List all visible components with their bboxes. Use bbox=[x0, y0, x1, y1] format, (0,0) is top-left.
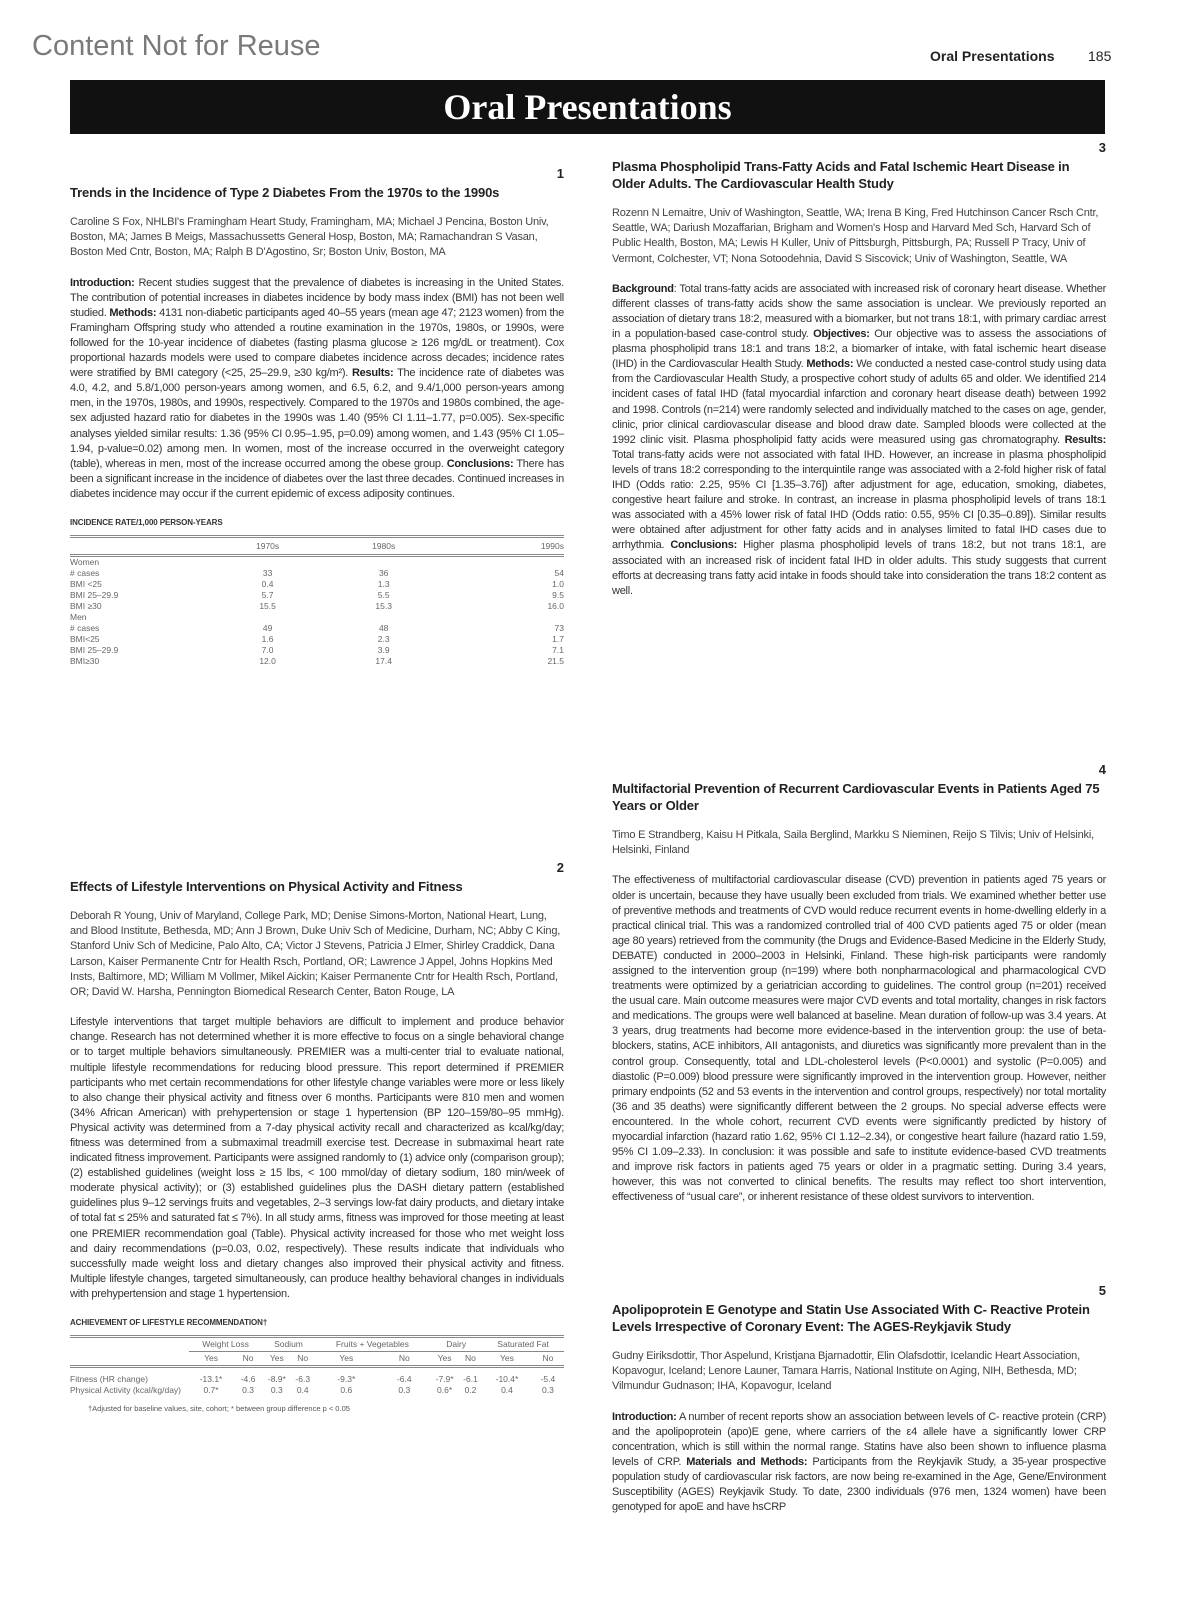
table-row bbox=[70, 645, 564, 656]
abstract-body: Lifestyle interventions that target multiple behaviors are difficult to implement and produce behavior change. Research has not determined whether it is more effective to focus on a single behavioral change or to target multiple behaviors simultaneously. PREMIER was a multi-center trial to evaluate national, multiple lifestyle recommendations for reducing blood pressure. This report determined if PREMIER participants who met certain recommendations for other lifestyle change variables were more or less likely to also change their physical activity and fitness over 6 months. Participants were 810 men and women (34% African American) with prehypertension or stage 1 hypertension (BP 120–159/80–95 mmHg). Physical activity was determined from a 7-day physical activity recall and characterized as kcal/kg/day; fitness was determined from a submaximal treadmill exercise test. Decrease in submaximal heart rate indicated fitness improvement. Participants were assigned randomly to (1) advice only (comparison group); (2) established guidelines (weight loss ≥ 15 lbs, < 100 mmol/day of dietary sodium, 180 min/week of moderate physical activity); or (3) established guidelines plus the DASH dietary pattern (established guidelines plus 9–12 servings fruits and vegetables, 2–3 servings low-fat dairy products, and dietary intake of total fat ≤ 25% and saturated fat ≤ 7%). In all study arms, fitness was improved for those meeting at least one PREMIER recommendation goal (Table). Physical activity increased for those who met weight loss and dairy recommendations (p=0.03, 0.02, respectively). These results indicate that individuals who successfully made weight loss and dietary changes also improved their physical activity and fitness. Multiple lifestyle changes, targeted simultaneously, can produce healthy behavioral changes in individuals with prehypertension and stage 1 hypertension. bbox=[70, 1016, 564, 1300]
abstract-5 bbox=[612, 1283, 1106, 1515]
group-header: Dairy bbox=[430, 1337, 482, 1352]
cell-value: 33 bbox=[262, 568, 273, 579]
cell-value bbox=[450, 556, 564, 569]
abstract-authors: Gudny Eiriksdottir, Thor Aspelund, Kristjana Bjarnadottir, Elin Olafsdottir, Icelandic Heart Association, Kopavogur, Iceland; Lenore Launer, Tamara Harris, National Institute on Aging, NIH, Bethesda, MD; Vilmundur Gudnason; IHA, Kopavogur, Iceland bbox=[612, 1350, 1080, 1393]
cell-value: 0.3 bbox=[242, 1385, 254, 1395]
cell-value bbox=[317, 556, 450, 569]
row-label: Physical Activity (kcal/kg/day) bbox=[70, 1385, 182, 1395]
section-text: The incidence rate of diabetes was 4.0, 4.2, and 5.8/1,000 person-years among women, and 6.5, 6.2, and 9.4/1,000 person-years among men, in the 1970s, 1980s, and 1990s, respectively. Compared to the 1970s and 1980s combined, the age-sex adjusted hazard ratio for diabetes in the 1990s was 1.40 (95% CI 1.11–1.77, p=0.005). Sex-specific analyses yielded similar results: 1.36 (95% CI 0.95–1.95, p=0.09) among women, and 1.43 (95% CI 1.05–1.94, p-value=0.02) among men. In women, most of the increase occurred in the overweight category (table), whereas in men, most of the increase occurred among the obese group. bbox=[70, 367, 564, 470]
subcolumn-header: Yes bbox=[500, 1353, 514, 1363]
running-head: Oral Presentations bbox=[930, 48, 1055, 64]
cell-value: 36 bbox=[378, 568, 389, 579]
cell-value: -5.4 bbox=[540, 1374, 556, 1384]
subcolumn-header: Yes bbox=[204, 1353, 218, 1363]
cell-value: 1.3 bbox=[377, 579, 390, 590]
subcolumn-header: Yes bbox=[437, 1353, 452, 1363]
cell-value: 1.0 bbox=[552, 579, 564, 590]
section-label: Methods: bbox=[806, 358, 854, 371]
abstract-number: 3 bbox=[1098, 140, 1106, 155]
abstract-authors: Timo E Strandberg, Kaisu H Pitkala, Saila Berglind, Markku S Nieminen, Reijo S Tilvis; Univ of Helsinki, Helsinki, Finland bbox=[612, 829, 1094, 857]
row-label: Fitness (HR change) bbox=[70, 1374, 148, 1384]
table-row bbox=[70, 612, 564, 623]
section-text: A number of recent reports show an association between levels of C- reactive protein (CRP) and the apolipoprotein (apo)E gene, where carriers of the ε4 allele have a significantly lower CRP concentration, which is still within the normal range. Statins have also been shown to influence plasma levels of CRP. bbox=[612, 1410, 1106, 1468]
cell-value: -6.4 bbox=[396, 1374, 412, 1384]
table-row bbox=[70, 623, 564, 634]
cell-value: 7.0 bbox=[261, 645, 274, 656]
cell-value: 1.7 bbox=[552, 634, 564, 645]
table-row bbox=[70, 579, 564, 590]
cell-value: 0.7* bbox=[203, 1385, 219, 1395]
cell-value: 0.4 bbox=[261, 579, 274, 590]
table-caption: INCIDENCE RATE/1,000 PERSON-YEARS bbox=[70, 518, 223, 528]
abstract-title: Apolipoprotein E Genotype and Statin Use Associated With C- Reactive Protein Levels Irrespective of Coronary Event: The AGES-Reykjavik Study bbox=[612, 1302, 1090, 1334]
section-text: Our objective was to assess the associations of plasma phospholipid trans 18:1 and trans 18:2, a biomarker of intake, with fatal ischemic heart disease (IHD) in the Cardiovascular Health Study. bbox=[612, 328, 1106, 371]
cell-value: 3.9 bbox=[377, 645, 390, 656]
section-label: Materials and Methods: bbox=[686, 1455, 808, 1468]
table-row bbox=[70, 1367, 564, 1386]
row-label: # cases bbox=[70, 623, 100, 634]
section-text: Participants from the Reykjavik Study, a 35-year prospective population study of cardiovascular risk factors, are now being re-examined in the Age, Gene/Environment Susceptibility (AGES) Reykjavik Study. To date, 2300 individuals (976 men, 1324 women) have been genotyped for apoE and have hsCRP bbox=[612, 1455, 1107, 1514]
section-text: Recent studies suggest that the prevalence of diabetes is increasing in the United States. The contribution of potential increases in diabetes incidence by body mass index (BMI) has not been well studied. bbox=[70, 276, 564, 319]
cell-value: -8.9* bbox=[267, 1374, 286, 1384]
abstract-number: 2 bbox=[556, 860, 564, 875]
group-header: Fruits + Vegetables bbox=[314, 1337, 430, 1352]
column-header: 1970s bbox=[256, 541, 280, 552]
cell-value bbox=[218, 612, 317, 623]
cell-value: -7.9* bbox=[435, 1374, 454, 1384]
row-label: BMI≥30 bbox=[70, 656, 100, 667]
section-label: Introduction: bbox=[612, 1410, 677, 1423]
subcolumn-header: No bbox=[465, 1353, 476, 1363]
section-banner: Oral Presentations bbox=[70, 80, 1105, 134]
cell-value: 15.5 bbox=[259, 601, 276, 612]
abstract-3 bbox=[612, 140, 1106, 599]
cell-value: 17.4 bbox=[375, 656, 392, 667]
table-row bbox=[70, 556, 564, 569]
lifestyle-table bbox=[70, 1335, 564, 1396]
table-row bbox=[70, 568, 564, 579]
abstract-body bbox=[70, 276, 564, 502]
abstract-authors: Deborah R Young, Univ of Maryland, College Park, MD; Denise Simons-Morton, National Heart, Lung, and Blood Institute, Bethesda, MD; Ann J Brown, Duke Univ Sch of Medicine, Durham, NC; Abby C King, Stanford Univ Sch of Medicine, Palo Alto, CA; Victor J Stevens, Patricia J Elmer, Shirley Craddick, Dana Larson, Kaiser Permanente Cntr for Health Rsch, Portland, OR; Lawrence J Appel, Johns Hopkins Med Insts, Baltimore, MD; William M Vollmer, Mikel Aickin; Kaiser Permanente Cntr for Health Rsch, Portland, OR; David W. Harsha, Pennington Biomedical Research Center, Baton Rouge, LA bbox=[70, 910, 561, 999]
cell-value: 15.3 bbox=[375, 601, 392, 612]
section-text: There has been a significant increase in the incidence of diabetes over the last three decades. Continued increases in diabetes incidence may occur if the current epidemic of excess adiposity continues. bbox=[70, 457, 564, 500]
cell-value: 73 bbox=[554, 623, 564, 634]
abstract-body: The effectiveness of multifactorial cardiovascular disease (CVD) prevention in patients aged 75 years or older is uncertain, because they have usually been excluded from trials. We examined whether better use of preventive methods and treatments of CVD would reduce recurrent events in home-dwelling elderly in a practical clinical trial. This was a randomized controlled trial of 400 CVD patients aged 75 or older (mean age 80 years) retrieved from the community (the Drugs and Evidence-Based Medicine in the Elderly Study, DEBATE) conducted in 2000–2003 in Helsinki, Finland. These high-risk participants were randomly assigned to the intervention group (n=199) where both nonpharmacological and pharmacological CVD treatments were optimized by a geriatrician according to guidelines. The control group (n=201) received the usual care. Main outcome measures were major CVD events and total mortality, changes in risk factors and medications. The groups were well balanced at baseline. Mean duration of follow-up was 3.4 years. At 3 years, drug treatments had become more evidence-based in the intervention group: the use of beta-blockers, statins, ACE inhibitors, AII antagonists, and diuretics was significantly more prevalent than in the control group. Consequently, total and LDL-cholesterol levels (P<0.0001) and systolic (P=0.005) and diastolic (P=0.009) blood pressure were significantly improved in the intervention group. However, neither primary endpoints (52 and 53 events in the intervention and control groups, respectively) nor total mortality (36 and 35 deaths) were significantly different between the 2 groups. No special adverse effects were encountered. In the whole cohort, recurrent CVD events were significantly predicted by history of myocardial infarction (hazard ratio 1.62, 95% CI 1.12–2.34), or congestive heart failure (hazard ratio 1.59, 95% CI 1.09–2.33). In conclusion: it was possible and safe to institute evidence-based CVD treatments and improve risk factors in patients aged 75 years or older in a pragmatic setting. During 3.4 years, however, this was not converted to clinical benefits. The results may reflect too short intervention, effectiveness of “usual care”, or inherent resistance of these oldest survivors to intervention. bbox=[612, 874, 1106, 1204]
subcolumn-header: Yes bbox=[339, 1353, 354, 1363]
table-row bbox=[70, 601, 564, 612]
section-label: Background bbox=[612, 282, 674, 295]
table-caption: ACHIEVEMENT OF LIFESTYLE RECOMMENDATION† bbox=[70, 1318, 268, 1327]
abstract-number: 1 bbox=[556, 166, 564, 181]
cell-value: 0.6* bbox=[437, 1385, 453, 1395]
abstract-body bbox=[612, 282, 1106, 599]
abstract-authors: Rozenn N Lemaitre, Univ of Washington, Seattle, WA; Irena B King, Fred Hutchinson Cancer Rsch Cntr, Seattle, WA; Dariush Mozaffarian, Brigham and Women's Hosp and Harvard Med Sch, Harvard Sch of Public Health, Boston, MA; Lewis H Kuller, Univ of Pittsburgh, Pittsburgh, PA; Russell P Tracy, Univ of Vermont, Colchester, VT; Nona Sotoodehnia, David S Siscovick; Univ of Washington, Seattle, WA bbox=[612, 207, 1099, 265]
cell-value: 0.3 bbox=[270, 1385, 283, 1395]
column-header: 1980s bbox=[372, 541, 396, 552]
table-row bbox=[70, 1385, 564, 1396]
abstract-1 bbox=[70, 166, 564, 667]
abstract-2 bbox=[70, 860, 564, 1413]
abstract-authors: Caroline S Fox, NHLBI's Framingham Heart Study, Framingham, MA; Michael J Pencina, Boston Univ, Boston, MA; James B Meigs, Massachussetts General Hosp, Boston, MA; Ramachandran S Vasan, Boston Med Cntr, Boston, MA; Ralph B D'Agostino, Sr; Boston Univ, Boston, MA bbox=[70, 216, 549, 259]
cell-value: 5.7 bbox=[261, 590, 274, 601]
cell-value: 0.4 bbox=[296, 1385, 309, 1395]
cell-value: 0.4 bbox=[501, 1385, 513, 1395]
cell-value: 9.5 bbox=[552, 590, 564, 601]
section-label: Objectives: bbox=[813, 328, 870, 341]
abstract-4 bbox=[612, 762, 1106, 1205]
abstract-title: Multifactorial Prevention of Recurrent Cardiovascular Events in Patients Aged 75 Years or Older bbox=[612, 781, 1100, 813]
section-text: Higher plasma phospholipid levels of trans 18:2, but not trans 18:1, are associated with an increased risk of incident fatal IHD in older adults. This study suggests that current efforts at decreasing trans fatty acid intake in foods should take into consideration the trans 18:2 content as well. bbox=[612, 539, 1106, 597]
subcolumn-header: No bbox=[398, 1353, 410, 1363]
cell-value: 0.6 bbox=[340, 1385, 353, 1395]
cell-value bbox=[317, 612, 450, 623]
cell-value: 2.3 bbox=[377, 634, 390, 645]
section-label: Conclusions: bbox=[670, 539, 738, 552]
subcolumn-header: Yes bbox=[269, 1353, 284, 1363]
section-text: Total trans-fatty acids were not associated with fatal IHD. However, an increase in plasma phospholipid levels of trans 18:2 corresponding to the interquintile range was associated with a 2-fold higher risk of fatal IHD (Odds ratio: 2.25, 95% CI [1.35–3.76]) after adjustment for age, education, smoking, diabetes, congestive heart failure and stroke. In contrast, an increase in plasma phospholipid levels of trans 18:1 was associated with a 45% lower risk of fatal IHD (Odds ratio: 0.55, 95% CI [0.35–0.89]). Similar results were obtained after adjustment for other fatty acids and in analyses limited to fatal IHD cases due to arrhythmia. bbox=[612, 448, 1106, 552]
row-label: BMI 25–29.9 bbox=[70, 590, 119, 601]
cell-value bbox=[218, 556, 317, 569]
cell-value: 0.2 bbox=[464, 1385, 477, 1395]
row-label: BMI 25–29.9 bbox=[70, 645, 119, 656]
cell-value: -6.1 bbox=[463, 1374, 478, 1384]
cell-value: -13.1* bbox=[199, 1374, 223, 1384]
watermark: Content Not for Reuse bbox=[32, 30, 321, 62]
abstract-title: Trends in the Incidence of Type 2 Diabetes From the 1970s to the 1990s bbox=[70, 185, 500, 200]
table-row bbox=[70, 656, 564, 667]
cell-value: 5.5 bbox=[377, 590, 390, 601]
section-label: Introduction: bbox=[70, 276, 135, 289]
section-text: : Total trans-fatty acids are associated with increased risk of coronary heart disease. Whether different classes of trans-fatty acids show the same association is unclear. We previously reported an association of dietary trans 18:2, measured with a biomarker, but not trans 18:1, with primary cardiac arrest in a population-based case-control study. bbox=[612, 282, 1106, 341]
abstract-number: 4 bbox=[1098, 762, 1106, 777]
row-label: BMI ≥30 bbox=[70, 601, 102, 612]
cell-value: 1.6 bbox=[261, 634, 274, 645]
cell-value: 48 bbox=[378, 623, 389, 634]
cell-value: -4.6 bbox=[240, 1374, 256, 1384]
cell-value: 49 bbox=[262, 623, 273, 634]
cell-value bbox=[450, 612, 564, 623]
subcolumn-header: No bbox=[542, 1353, 554, 1363]
group-header: Saturated Fat bbox=[482, 1337, 564, 1352]
column-header bbox=[70, 537, 218, 556]
table-row bbox=[70, 634, 564, 645]
subcolumn-header: No bbox=[242, 1353, 254, 1363]
group-header: Sodium bbox=[263, 1337, 315, 1352]
row-label: Men bbox=[70, 612, 87, 623]
cell-value: 12.0 bbox=[259, 656, 276, 667]
cell-value: 7.1 bbox=[552, 645, 564, 656]
section-label: Conclusions: bbox=[446, 457, 514, 470]
page-number: 185 bbox=[1088, 48, 1112, 64]
subcolumn-header: No bbox=[297, 1353, 309, 1363]
abstract-title: Effects of Lifestyle Interventions on Physical Activity and Fitness bbox=[70, 879, 463, 894]
row-label: # cases bbox=[70, 568, 100, 579]
cell-value: -9.3* bbox=[337, 1374, 356, 1384]
section-text: We conducted a nested case-control study using data from the Cardiovascular Health Study, a prospective cohort study of adults 65 and older. We identified 214 incident cases of fatal IHD (fatal myocardial infarction and coronary heart disease death) between 1992 and 1998. Controls (n=214) were randomly selected and individually matched to the cases on age, gender, clinic, prior clinical cardiovascular disease and blood draw date. Sampled bloods were collected at the 1992 clinic visit. Plasma phospholipid fatty acids were measured using gas chromatography. bbox=[612, 358, 1106, 446]
cell-value: 16.0 bbox=[547, 601, 564, 612]
row-label: BMI <25 bbox=[70, 579, 102, 590]
group-header: Weight Loss bbox=[189, 1337, 263, 1352]
section-label: Results: bbox=[351, 367, 394, 380]
cell-value: 0.3 bbox=[398, 1385, 411, 1395]
cell-value: 0.3 bbox=[542, 1385, 554, 1395]
table-footnote: †Adjusted for baseline values, site, cohort; * between group difference p < 0.05 bbox=[88, 1404, 350, 1413]
section-label: Results: bbox=[1064, 433, 1106, 446]
row-label: BMI<25 bbox=[70, 634, 100, 645]
abstract-number: 5 bbox=[1098, 1283, 1106, 1298]
cell-value: -6.3 bbox=[295, 1374, 311, 1384]
cell-value: 21.5 bbox=[547, 656, 564, 667]
incidence-table bbox=[70, 535, 564, 667]
abstract-title: Plasma Phospholipid Trans-Fatty Acids and Fatal Ischemic Heart Disease in Older Adults. The Cardiovascular Health Study bbox=[612, 159, 1070, 191]
cell-value: -10.4* bbox=[495, 1374, 519, 1384]
table-row bbox=[70, 590, 564, 601]
column-header: 1990s bbox=[540, 541, 564, 552]
section-label: Methods: bbox=[109, 306, 157, 319]
row-label: Women bbox=[70, 557, 100, 568]
cell-value: 54 bbox=[554, 568, 564, 579]
abstract-body bbox=[612, 1410, 1106, 1516]
section-text: 4131 non-diabetic participants aged 40–55 years (mean age 47; 2123 women) from the Framingham Offspring study who attended a routine examination in the 1970s, 1980s, or 1990s, were followed for the 10-year incidence of diabetes (fasting plasma glucose ≥ 126 mg/dL or treatment). Cox proportional hazards models were used to compare diabetes incidence across decades; incidence rates were stratified by BMI category (<25, 25–29.9, ≥30 kg/m²). bbox=[70, 306, 564, 380]
